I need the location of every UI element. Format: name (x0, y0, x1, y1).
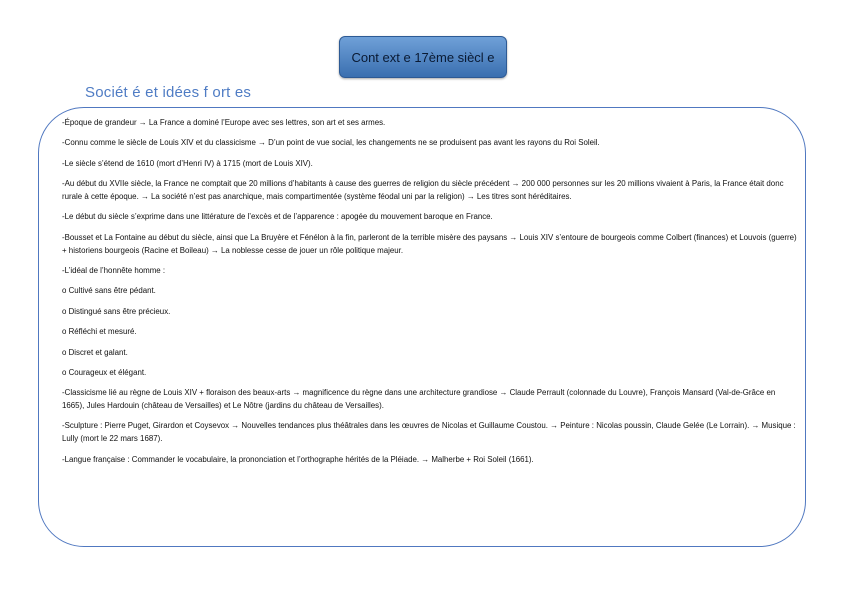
list-item: o Cultivé sans être pédant. (62, 286, 156, 296)
page-title: Cont ext e 17ème siècl e (351, 49, 495, 65)
section-heading: Sociét é et idées f ort es (85, 84, 252, 101)
list-item: o Discret et galant. (62, 347, 128, 357)
paragraph: -Le début du siècle s’exprime dans une littérature de l’excès et de l’apparence : apogée du mouvement baroque en France. (62, 212, 493, 222)
list-item: o Réfléchi et mesuré. (62, 327, 137, 337)
paragraph: -Langue française : Commander le vocabulaire, la prononciation et l’orthographe hérités de la Pléiade. → Malherbe + Roi Soleil (1661). (62, 454, 534, 464)
content-body (62, 117, 797, 474)
paragraph: -L’idéal de l’honnête homme : (62, 265, 166, 275)
paragraph: -Classicisme lié au règne de Louis XIV + floraison des beaux-arts → magnificence du règne dans une architecture grandiose → Claude Perrault (colonnade du Louvre), François Mansard (Val-de-Grâce en 1665), Jules Hardouin (château de Versailles) et Le Nôtre (jardins du château de Versailles). (62, 388, 776, 411)
list-item: o Courageux et élégant. (62, 367, 147, 377)
paragraph: -Époque de grandeur → La France a dominé l’Europe avec ses lettres, son art et ses armes. (62, 118, 386, 127)
paragraph: -Connu comme le siècle de Louis XIV et du classicisme → D’un point de vue social, les changements ne se produisent pas avant les rayons du Roi Soleil. (62, 138, 600, 148)
paragraph: -Au début du XVIIe siècle, la France ne comptait que 20 millions d’habitants à cause des guerres de religion du siècle précédent → 200 000 personnes sur les 20 millions vivaient à Paris, la France était donc rurale à cette époque. → La société n’est pas anarchique, mais compartimentée (système féodal uni par la religion) → Les titres sont héréditaires. (62, 179, 784, 201)
paragraph: -Le siècle s’étend de 1610 (mort d’Henri IV) à 1715 (mort de Louis XIV). (62, 158, 313, 168)
title-banner (339, 36, 507, 78)
paragraph: -Bousset et La Fontaine au début du siècle, ainsi que La Bruyère et Fénélon à la fin, parleront de la terrible misère des paysans → Louis XIV s’entoure de bourgeois comme Colbert (finances) et Louvois (guerre) + historiens bourgeois (Racine et Boileau) → La noblesse cesse de jouer un rôle politique majeur. (62, 232, 797, 255)
list-item: o Distingué sans être précieux. (62, 306, 171, 316)
paragraph: -Sculpture : Pierre Puget, Girardon et Coysevox → Nouvelles tendances plus théâtrales dans les œuvres de Nicolas et Guillaume Coustou. → Peinture : Nicolas poussin, Claude Gelée (Le Lorrain). → Musique : Lully (mort le 22 mars 1687). (62, 421, 796, 444)
